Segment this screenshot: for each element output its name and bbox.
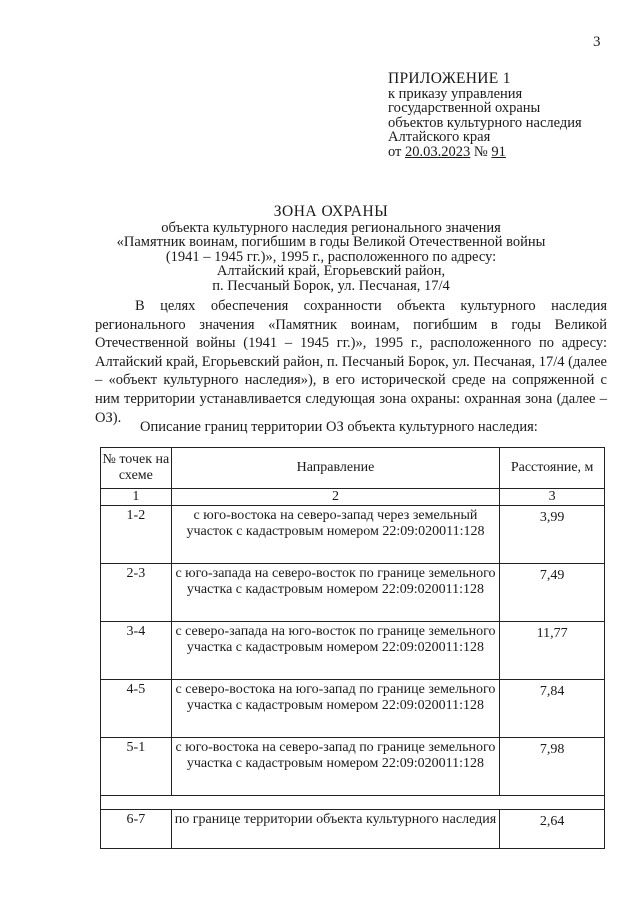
cell-distance: 7,98: [500, 738, 605, 796]
cell-points: 5-1: [101, 738, 172, 796]
appendix-date-line: [388, 145, 582, 160]
title-line: объекта культурного наследия регионального значения: [161, 219, 501, 236]
title-line: «Памятник воинам, погибшим в годы Великой Отечественной войны: [116, 234, 546, 250]
order-number: 91: [491, 143, 506, 160]
table-row: [101, 622, 605, 680]
table-row: [101, 564, 605, 622]
number-sign: №: [473, 143, 488, 160]
cell-distance: 2,64: [500, 810, 605, 849]
cell-direction: по границе территории объекта культурного наследия: [171, 810, 499, 849]
table-row: [101, 738, 605, 796]
cell-distance: 11,77: [500, 622, 605, 680]
cell-direction: с юго-запада на северо-восток по границе земельного участка с кадастровым номером 22:09:020011:128: [171, 564, 499, 622]
appendix-line: Алтайского края: [388, 129, 491, 145]
separator-cell: [101, 796, 605, 810]
column-number: 2: [171, 489, 499, 506]
column-number-row: [101, 489, 605, 506]
header-direction: Направление: [171, 448, 499, 489]
cell-points: 2-3: [101, 564, 172, 622]
header-points: № точек на схеме: [101, 448, 172, 489]
boundary-table: [100, 447, 605, 849]
cell-points: 6-7: [101, 810, 172, 849]
page-number: 3: [593, 34, 601, 50]
column-number: 1: [101, 489, 172, 506]
cell-distance: 3,99: [500, 506, 605, 564]
cell-direction: с северо-востока на юго-запад по границе земельного участка с кадастровым номером 22:09:020011:128: [171, 680, 499, 738]
appendix-heading: ПРИЛОЖЕНИЕ 1: [388, 70, 511, 87]
header-distance: Расстояние, м: [500, 448, 605, 489]
column-number: 3: [500, 489, 605, 506]
table-caption: Описание границ территории ОЗ объекта культурного наследия:: [140, 419, 538, 435]
table-row: [101, 680, 605, 738]
cell-distance: 7,84: [500, 680, 605, 738]
title-line: Алтайский край, Егорьевский район,: [216, 263, 446, 279]
table-row: [101, 810, 605, 849]
cell-distance: 7,49: [500, 564, 605, 622]
appendix-line: государственной охраны: [388, 100, 541, 116]
body-paragraph: В целях обеспечения сохранности объекта культурного наследия регионального значения «Памятник воинам, погибшим в годы Великой Отечественной войны (1941 – 1945 гг.)», 1995 г., расположенного по адресу: Алтайский край, Егорьевский район, п. Песчаный Борок, ул. Песчаная, 17/4 (далее – «объект культурного наследия»), в его исторической среде на сопряженной с ним территории устанавливается следующая зона охраны: охранная зона (далее – ОЗ).: [95, 298, 607, 426]
cell-direction: с северо-запада на юго-восток по границе земельного участка с кадастровым номером 22:09:020011:128: [171, 622, 499, 680]
table-header-row: [101, 448, 605, 489]
document-title: ЗОНА ОХРАНЫ: [273, 203, 389, 220]
table-separator-row: [101, 796, 605, 810]
table-row: [101, 506, 605, 564]
cell-direction: с юго-востока на северо-запад через земельный участок с кадастровым номером 22:09:020011:128: [171, 506, 499, 564]
appendix-block: [388, 72, 582, 159]
title-block: [95, 205, 567, 293]
cell-direction: с юго-востока на северо-запад по границе земельного участка с кадастровым номером 22:09:020011:128: [171, 738, 499, 796]
title-line: (1941 – 1945 гг.)», 1995 г., расположенного по адресу:: [165, 248, 497, 265]
cell-points: 1-2: [101, 506, 172, 564]
appendix-line: к приказу управления: [388, 85, 523, 102]
order-date: 20.03.2023: [405, 143, 471, 160]
cell-points: 4-5: [101, 680, 172, 738]
cell-points: 3-4: [101, 622, 172, 680]
date-prefix: от: [388, 143, 402, 160]
body-paragraph-block: [95, 297, 607, 427]
appendix-line: объектов культурного наследия: [388, 114, 582, 131]
title-line: п. Песчаный Борок, ул. Песчаная, 17/4: [212, 277, 450, 294]
